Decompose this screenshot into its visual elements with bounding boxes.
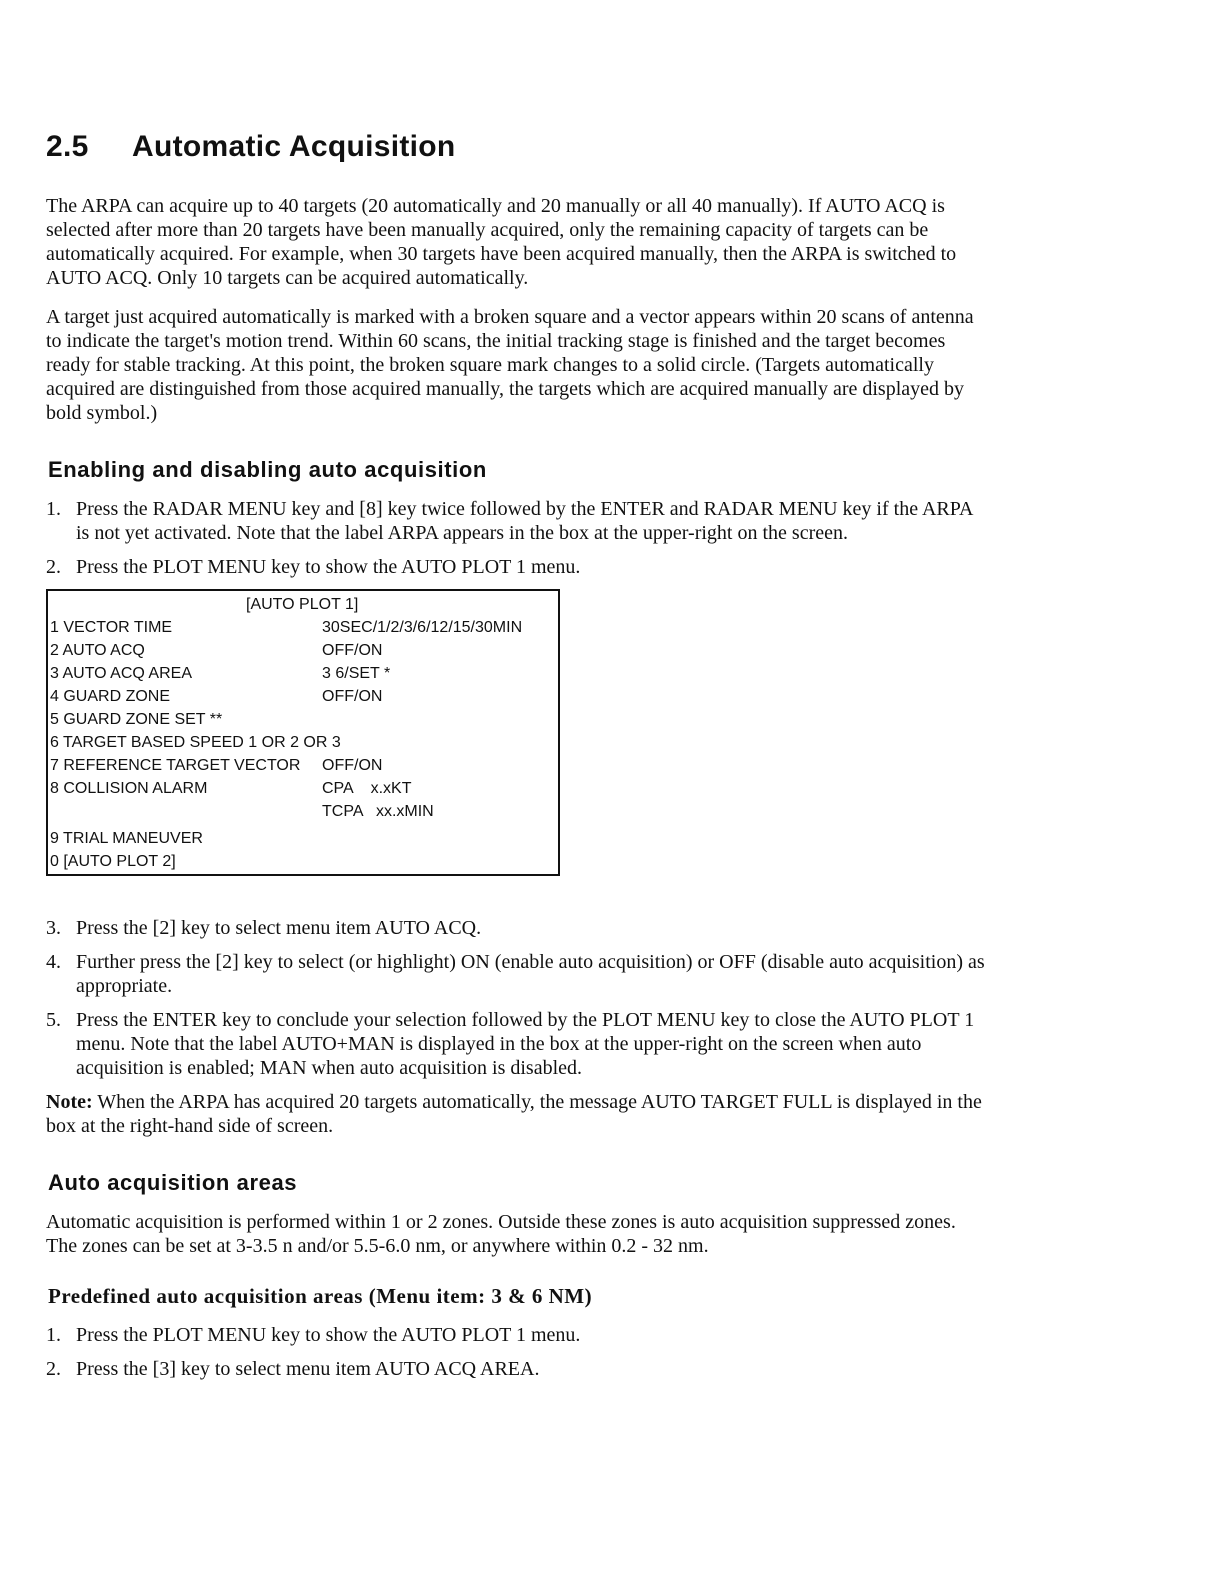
- predefined-steps-list: [46, 1323, 986, 1381]
- menu-item-value: TCPA xx.xMIN: [322, 803, 434, 820]
- step-text: Press the ENTER key to conclude your selection followed by the PLOT MENU key to close the AUTO PLOT 1 menu. Note that the label AUTO+MAN is displayed in the box at the upper-right on the screen when auto acquisition is enabled; MAN when auto acquisition is disabled.: [76, 1009, 975, 1079]
- menu-row: [50, 616, 558, 639]
- note-label: Note:: [46, 1091, 93, 1113]
- step-text: Press the PLOT MENU key to show the AUTO PLOT 1 menu.: [76, 1324, 581, 1346]
- step-text: Press the RADAR MENU key and [8] key twice followed by the ENTER and RADAR MENU key if the ARPA is not yet activated. Note that the label ARPA appears in the box at the upper-right on the screen.: [76, 498, 973, 544]
- step-text: Press the [3] key to select menu item AUTO ACQ AREA.: [76, 1358, 540, 1380]
- menu-item-label: 0 [AUTO PLOT 2]: [50, 853, 176, 870]
- menu-item-label: [50, 800, 322, 823]
- note-paragraph: [46, 1090, 986, 1138]
- step-text: Press the PLOT MENU key to show the AUTO PLOT 1 menu.: [76, 556, 581, 578]
- menu-item-value: OFF/ON: [322, 642, 383, 659]
- predefined-heading: Predefined auto acquisition areas (Menu item: 3 & 6 NM): [48, 1284, 593, 1308]
- menu-item-label: 6 TARGET BASED SPEED 1 OR 2 OR 3: [50, 734, 341, 751]
- step-number: 1.: [46, 498, 61, 520]
- menu-row: [50, 731, 558, 754]
- step-number: 4.: [46, 951, 61, 973]
- menu-title: [AUTO PLOT 1]: [246, 596, 359, 613]
- step-number: 2.: [46, 556, 61, 578]
- menu-item-label: 5 GUARD ZONE SET **: [50, 711, 223, 728]
- auto-plot-1-menu-box: [46, 589, 560, 876]
- menu-item-label: 2 AUTO ACQ: [50, 642, 145, 659]
- list-item: [46, 916, 986, 940]
- menu-row: [50, 827, 558, 850]
- intro-paragraph-1: The ARPA can acquire up to 40 targets (20 automatically and 20 manually or all 40 manually). If AUTO ACQ is selected after more than 20 targets have been manually acquired, only the remaining capacity of targets can be automatically acquired. For example, when 30 targets have been acquired manually, then the ARPA is switched to AUTO ACQ. Only 10 targets can be acquired automatically.: [46, 195, 957, 289]
- list-item: [46, 950, 986, 998]
- list-item: [46, 497, 986, 545]
- section-title: Automatic Acquisition: [132, 130, 456, 163]
- step-text: Further press the [2] key to select (or highlight) ON (enable auto acquisition) or OFF (disable auto acquisition) as appropriate.: [76, 951, 985, 997]
- menu-item-label: 7 REFERENCE TARGET VECTOR: [50, 757, 301, 774]
- menu-item-value: 30SEC/1/2/3/6/12/15/30MIN: [322, 619, 523, 636]
- menu-row: [50, 685, 558, 708]
- section-heading: [46, 130, 986, 164]
- menu-item-value: OFF/ON: [322, 688, 383, 705]
- menu-row: [50, 850, 558, 873]
- menu-item-label: 1 VECTOR TIME: [50, 619, 173, 636]
- menu-item-value: 3 6/SET *: [322, 665, 391, 682]
- step-number: 1.: [46, 1324, 61, 1346]
- menu-row: [50, 777, 558, 800]
- menu-item-value: OFF/ON: [322, 757, 383, 774]
- enabling-steps-list: [46, 497, 986, 579]
- document-page: [46, 130, 986, 1391]
- enabling-heading: Enabling and disabling auto acquisition: [48, 457, 487, 482]
- menu-row: [50, 708, 558, 731]
- list-item: [46, 1008, 986, 1080]
- menu-item-label: 3 AUTO ACQ AREA: [50, 665, 192, 682]
- list-item: [46, 1357, 986, 1381]
- menu-row: [50, 800, 558, 823]
- areas-paragraph: Automatic acquisition is performed within 1 or 2 zones. Outside these zones is auto acquisition suppressed zones. The zones can be set at 3-3.5 n and/or 5.5-6.0 nm, or anywhere within 0.2 - 32 nm.: [46, 1211, 956, 1257]
- step-number: 3.: [46, 917, 61, 939]
- menu-item-label: 9 TRIAL MANEUVER: [50, 830, 203, 847]
- menu-row: [50, 639, 558, 662]
- list-item: [46, 555, 986, 579]
- enabling-steps-list-continued: [46, 916, 986, 1080]
- intro-paragraph-2: A target just acquired automatically is marked with a broken square and a vector appears within 20 scans of antenna to indicate the target's motion trend. Within 60 scans, the initial tracking stage is finished and the target becomes ready for stable tracking. At this point, the broken square mark changes to a solid circle. (Targets automatically acquired are distinguished from those acquired manually, the targets which are acquired manually are displayed by bold symbol.): [46, 306, 974, 424]
- note-text: When the ARPA has acquired 20 targets automatically, the message AUTO TARGET FULL is displayed in the box at the right-hand side of screen.: [46, 1091, 982, 1137]
- menu-item-label: 8 COLLISION ALARM: [50, 780, 208, 797]
- step-number: 5.: [46, 1009, 61, 1031]
- step-number: 2.: [46, 1358, 61, 1380]
- menu-item-value: CPA x.xKT: [322, 780, 412, 797]
- menu-row: [50, 754, 558, 777]
- list-item: [46, 1323, 986, 1347]
- areas-heading: Auto acquisition areas: [48, 1170, 298, 1195]
- step-text: Press the [2] key to select menu item AUTO ACQ.: [76, 917, 482, 939]
- section-number: 2.5: [46, 130, 89, 163]
- menu-row: [50, 662, 558, 685]
- menu-item-label: 4 GUARD ZONE: [50, 688, 171, 705]
